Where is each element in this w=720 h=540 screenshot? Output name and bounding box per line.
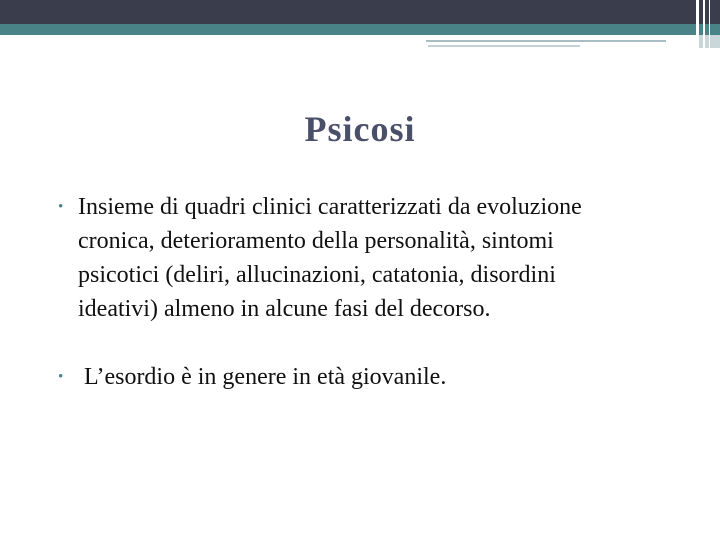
bullet-text: L’esordio è in genere in età giovanile.: [84, 364, 447, 390]
decorative-line: [426, 40, 666, 42]
bullet-text: Insieme di quadri clinici caratterizzati da evoluzione cronica, deterioramento della personalità, sintomi psicotici (deliri, allucinazioni, catatonia, disordini ideativi) almeno in alcune fasi del decorso.: [78, 194, 582, 322]
slide-body: [58, 190, 618, 394]
bullet-marker: •: [58, 199, 64, 215]
bullet-item: [58, 360, 618, 394]
slide-title: Psicosi: [304, 109, 416, 149]
header-band-dark: [0, 0, 720, 24]
bullet-marker: •: [58, 369, 64, 385]
bullet-item: [58, 190, 618, 326]
decorative-stripe: [709, 0, 710, 48]
header-band-teal: [0, 24, 720, 35]
decorative-stripe: [703, 0, 705, 48]
decorative-stripe: [696, 0, 699, 48]
decorative-line: [428, 45, 580, 47]
